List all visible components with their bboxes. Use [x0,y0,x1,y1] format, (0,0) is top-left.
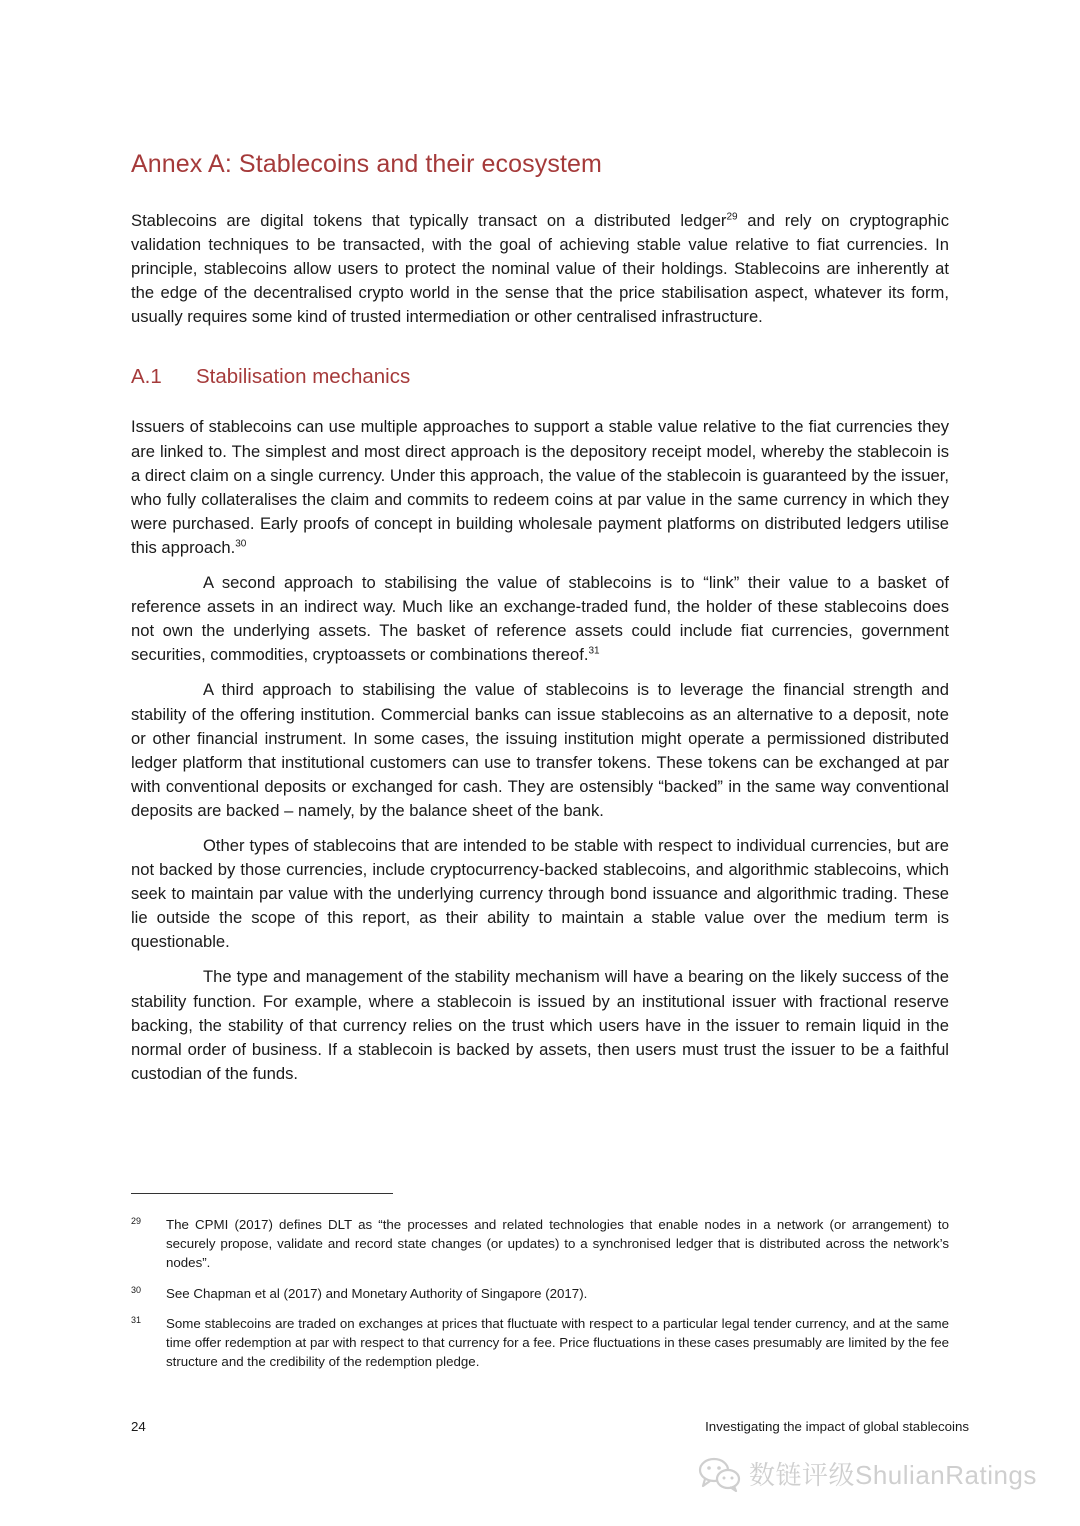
intro-text-a: Stablecoins are digital tokens that typically transact on a distributed ledger [131,211,727,230]
page-number: 24 [131,1419,146,1434]
footnote-ref-30[interactable]: 30 [235,538,247,550]
paragraph-3 [131,678,949,823]
watermark [697,1455,1037,1492]
paragraph-text: A second approach to stabilising the value of stablecoins is to “link” their value to a basket of reference assets in an indirect way. Much like an exchange-traded fund, the holder of these stablecoins does not own the underlying assets. The basket of reference assets could include fiat currencies, government securities, commodities, cryptoassets or combinations thereof. [131,573,949,665]
paragraph-text: A third approach to stabilising the value of stablecoins is to leverage the financial strength and stability of the offering institution. Commercial banks can issue stablecoins as an alternative to a deposit, note or other financial instrument. In some cases, the issuing institution might operate a permissioned distributed ledger platform that institutional customers can use to transfer tokens. These tokens can be exchanged at par with conventional deposits or exchanged for cash. They are ostensibly “backed” in the same way conventional deposits are backed – namely, by the balance sheet of the bank. [131,680,949,820]
footnote-29 [131,1215,949,1273]
section-title: Stabilisation mechanics [196,365,411,389]
footnotes [131,1215,949,1382]
footnote-ref-31[interactable]: 31 [588,645,600,657]
footnote-number: 30 [131,1284,142,1295]
running-title: Investigating the impact of global stablecoins [705,1419,969,1434]
paragraph-2 [131,571,949,667]
footnote-number: 31 [131,1314,142,1325]
paragraph-text: Other types of stablecoins that are intended to be stable with respect to individual currencies, but are not backed by those currencies, include cryptocurrency-backed stablecoins, and algorithmic stablecoins, which seek to maintain par value with the underlying currency through bond issuance and algorithmic trading. These lie outside the scope of this report, as their ability to maintain a stable value over the medium term is questionable. [131,835,949,952]
paragraph-5 [131,965,949,1085]
section-number: A.1 [131,365,162,389]
footnote-30 [131,1284,949,1303]
paragraph-1 [131,415,949,560]
footnote-separator [131,1193,393,1194]
footnote-text: See Chapman et al (2017) and Monetary Authority of Singapore (2017). [166,1285,588,1301]
footnote-31 [131,1314,949,1372]
paragraph-text: Issuers of stablecoins can use multiple approaches to support a stable value relative to the fiat currencies they are linked to. The simplest and most direct approach is the depository receipt model, whereby the stablecoin is a direct claim on a single currency. Under this approach, the value of the stablecoin is guaranteed by the issuer, who fully collateralises the claim and commits to redeem coins at par value in the same currency in which they were purchased. Early proofs of concept in building wholesale payment platforms on distributed ledgers utilise this approach. [131,417,949,557]
paragraph-4 [131,834,949,954]
footnote-number: 29 [131,1216,142,1226]
section-heading [131,365,949,389]
main-content [131,150,949,1097]
watermark-text: 数链评级ShulianRatings [749,1460,1037,1490]
wechat-icon [697,1456,741,1492]
intro-text-b: and rely on cryptographic validation techniques to be transacted, with the goal of achieving stable value relative to fiat currencies. In principle, stablecoins allow users to protect the nominal value of their holdings. Stablecoins are inherently at the edge of the decentralised crypto world in the sense that the price stabilisation aspect, whatever its form, usually requires some kind of trusted intermediation or other centralised infrastructure. [131,211,950,327]
footnote-text: Some stablecoins are traded on exchanges at prices that fluctuate with respect to a particular legal tender currency, and at the same time offer redemption at par with respect to that currency for a fee. Price fluctuations in these cases presumably are limited by the fee structure and the credibility of the redemption pledge. [166,1315,949,1370]
footnote-text: The CPMI (2017) defines DLT as “the processes and related technologies that enable nodes in a network (or arrangement) to securely propose, validate and record state changes (or updates) to a synchronised ledger that is distributed across the network’s nodes”. [166,1217,949,1271]
paragraph-text: The type and management of the stability mechanism will have a bearing on the likely success of the stability function. For example, where a stablecoin is issued by an institutional issuer with fractional reserve backing, the stability of that currency relies on the trust which users have in the issuer to remain liquid in the normal order of business. If a stablecoin is backed by assets, then users must trust the issuer to be a faithful custodian of the funds. [131,967,949,1083]
footnote-ref-29[interactable]: 29 [726,211,738,223]
annex-title: Annex A: Stablecoins and their ecosystem [131,150,602,178]
intro-paragraph [131,209,949,329]
